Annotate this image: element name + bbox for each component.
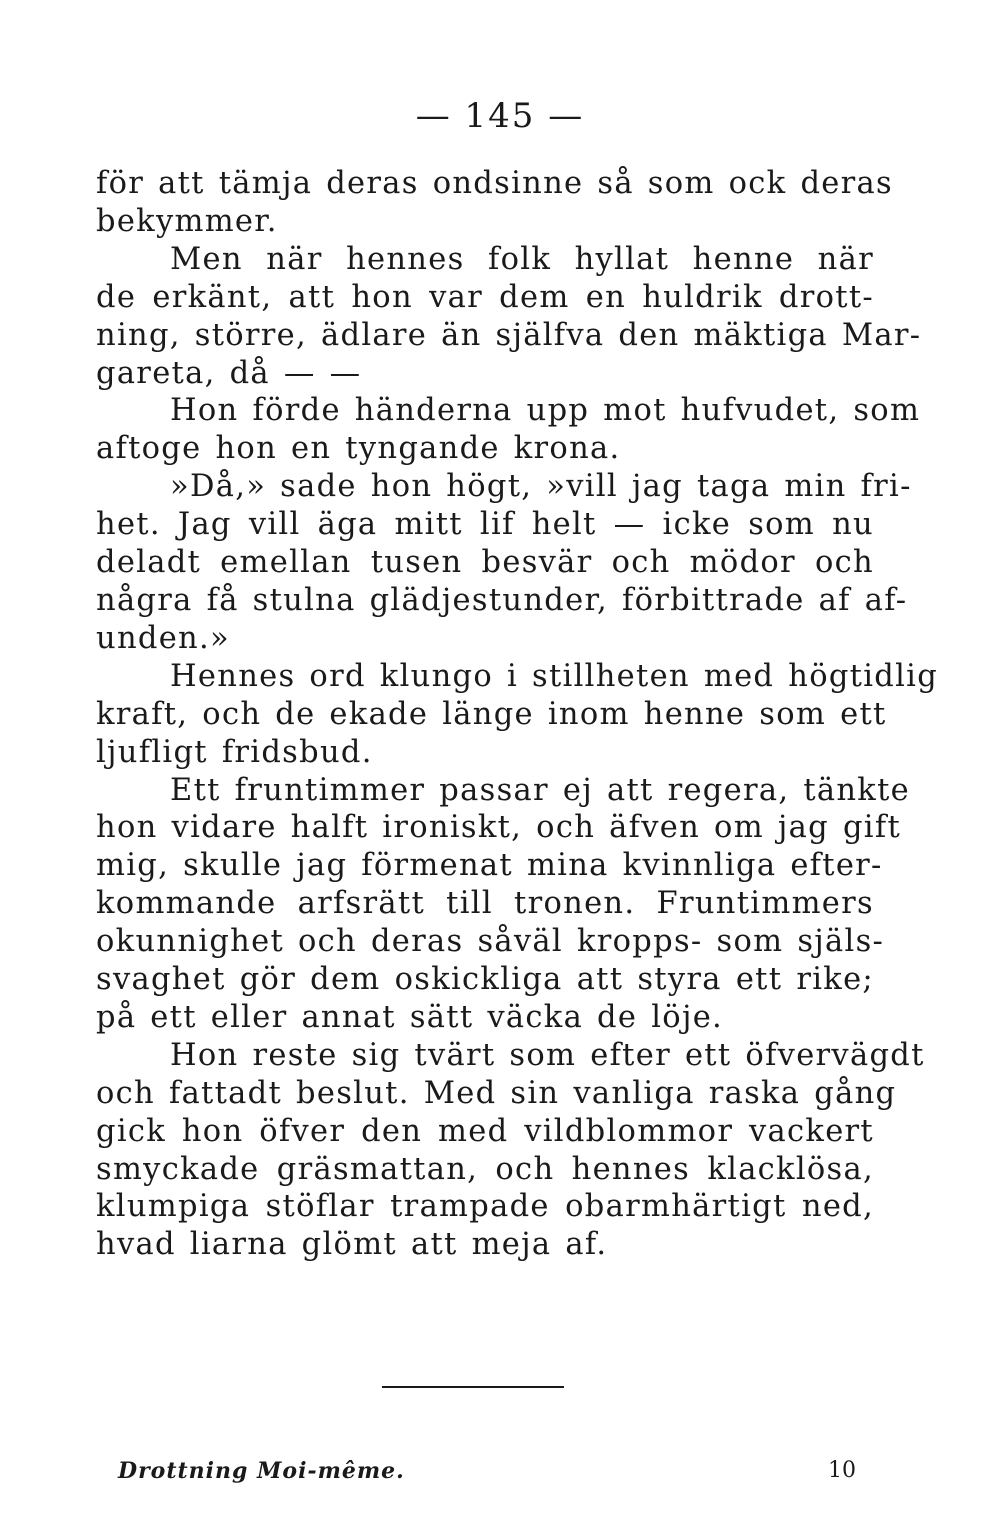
text-line: några få stulna glädjestunder, förbittrade af af- [96, 582, 908, 618]
text-line: het. Jag vill äga mitt lif helt — icke som nu [96, 507, 874, 543]
text-line: mig, skulle jag förmenat mina kvinnliga efter- [96, 848, 883, 884]
text-line: kommande arfsrätt till tronen. Fruntimmers [96, 886, 874, 922]
text-line: Hennes ord klungo i stillheten med högtidlig [170, 658, 939, 694]
text-line: unden.» [96, 620, 230, 656]
text-line: på ett eller annat sätt väcka de löje. [96, 999, 724, 1035]
footer-book-title: Drottning Moi-même. [118, 1458, 405, 1484]
text-line: och fattadt beslut. Med sin vanliga raska gång [96, 1075, 897, 1111]
text-line: hon vidare halft ironiskt, och äfven om jag gift [96, 810, 901, 846]
text-line: okunnighet och deras såväl kropps- som själs- [96, 924, 885, 960]
text-line: smyckade gräsmattan, och hennes klacklösa, [96, 1151, 874, 1187]
page-number-header: — 145 — [415, 96, 585, 136]
text-line: gick hon öfver den med vildblommor vackert [96, 1113, 874, 1149]
text-line: hvad liarna glömt att meja af. [96, 1227, 608, 1263]
text-line: klumpiga stöflar trampade obarmhärtigt ned, [96, 1189, 874, 1225]
text-line: ljufligt fridsbud. [96, 734, 373, 770]
text-line: Hon reste sig tvärt som efter ett öfvervägdt [170, 1037, 925, 1073]
text-line: gareta, då — — [96, 355, 362, 391]
text-line: de erkänt, att hon var dem en huldrik drott- [96, 279, 874, 315]
text-line: Men när hennes folk hyllat henne när [170, 241, 874, 277]
body-text [96, 165, 939, 1264]
text-line: Hon förde händerna upp mot hufvudet, som [170, 393, 921, 429]
text-line: bekymmer. [96, 203, 278, 239]
text-line: deladt emellan tusen besvär och mödor och [96, 545, 874, 581]
text-line: ning, större, ädlare än själfva den mäktiga Mar- [96, 317, 922, 353]
text-line: för att tämja deras ondsinne så som ock deras [96, 166, 893, 201]
text-line: svaghet gör dem oskickliga att styra ett rike; [96, 962, 874, 998]
text-line: Ett fruntimmer passar ej att regera, tänkte [170, 772, 910, 808]
text-line: aftoge hon en tyngande krona. [96, 431, 621, 467]
text-line: »Då,» sade hon högt, »vill jag taga min fri- [170, 469, 912, 505]
footer-divider [382, 1386, 564, 1388]
text-line: kraft, och de ekade länge inom henne som ett [96, 696, 887, 732]
footer-signature-mark: 10 [828, 1458, 856, 1483]
